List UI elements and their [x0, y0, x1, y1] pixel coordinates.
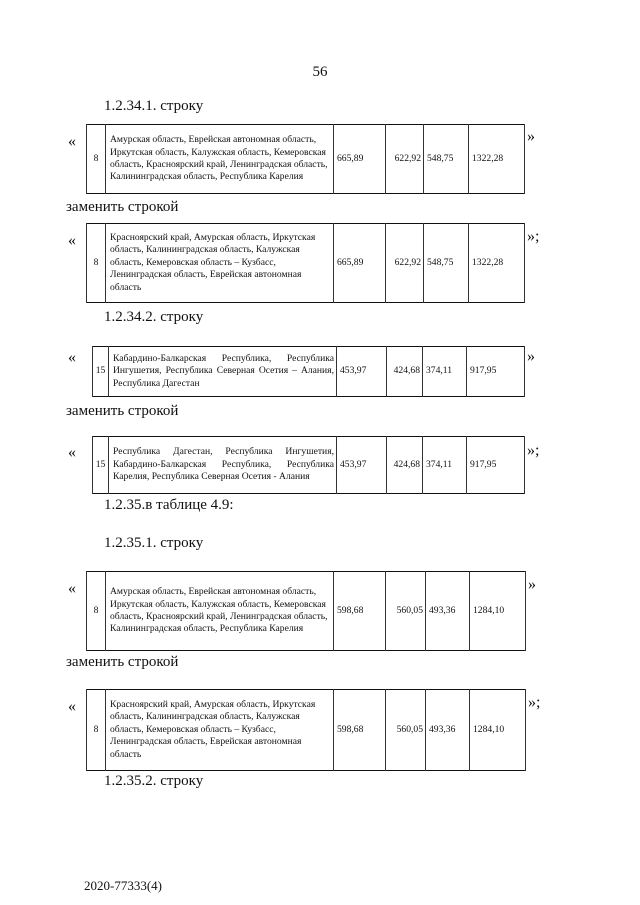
quote-open: «	[68, 444, 76, 461]
table-row	[92, 436, 525, 494]
regions-cell: Амурская область, Еврейская автономная область, Иркутская область, Калужская область, Кемеровская область, Красноярский край, Ленинградская область, Калининградская область, Республика Карелия	[106, 125, 334, 194]
replace-label: заменить строкой	[66, 654, 179, 670]
value-1: 453,97	[337, 347, 387, 397]
row-number: 8	[87, 125, 106, 194]
table-row	[86, 223, 525, 303]
replace-label: заменить строкой	[66, 403, 179, 419]
value-3: 493,36	[426, 690, 470, 771]
value-3: 374,11	[423, 347, 467, 397]
value-1: 598,68	[334, 572, 386, 651]
value-3: 548,75	[424, 125, 469, 194]
quote-open: «	[68, 232, 76, 249]
row-number: 15	[93, 347, 109, 397]
page-number: 56	[312, 64, 328, 80]
regions-cell: Республика Дагестан, Республика Ингушетия, Кабардино-Балкарская Республика, Республика Карелия, Республика Северная Осетия - Алания	[109, 437, 337, 494]
row-number: 8	[87, 690, 106, 771]
table-row	[86, 571, 526, 651]
section-heading: 1.2.35.1. строку	[104, 535, 204, 551]
row-number: 8	[87, 572, 106, 651]
value-3: 374,11	[423, 437, 467, 494]
value-2: 560,05	[386, 690, 426, 771]
document-code: 2020-77333(4)	[84, 878, 162, 893]
regions-cell: Красноярский край, Амурская область, Иркутская область, Калининградская область, Калужская область, Кемеровская область – Кузбасс, Ленинградская область, Еврейская автономная область	[106, 690, 334, 771]
section-heading: 1.2.34.2. строку	[104, 309, 204, 325]
section-heading: 1.2.35.в таблице 4.9:	[104, 497, 234, 513]
row-number: 8	[87, 224, 106, 303]
value-4: 1284,10	[470, 572, 526, 651]
value-4: 917,95	[467, 347, 525, 397]
quote-close: »;	[527, 442, 540, 459]
value-1: 453,97	[337, 437, 387, 494]
value-3: 548,75	[424, 224, 469, 303]
table-row	[86, 124, 525, 194]
table-row	[86, 689, 526, 771]
quote-close: »	[528, 576, 536, 593]
quote-close: »	[527, 348, 535, 365]
quote-close: »;	[528, 694, 541, 711]
section-heading: 1.2.35.2. строку	[104, 773, 204, 789]
value-2: 622,92	[386, 125, 424, 194]
quote-open: «	[68, 580, 76, 597]
value-2: 622,92	[386, 224, 424, 303]
regions-cell: Красноярский край, Амурская область, Иркутская область, Калининградская область, Калужская область, Кемеровская область – Кузбасс, Ленинградская область, Еврейская автономная область	[106, 224, 334, 303]
value-4: 1322,28	[469, 224, 525, 303]
value-3: 493,36	[426, 572, 470, 651]
value-2: 560,05	[386, 572, 426, 651]
regions-cell: Амурская область, Еврейская автономная область, Иркутская область, Калужская область, Кемеровская область, Красноярский край, Ленинградская область, Калининградская область, Республика Карелия	[106, 572, 334, 651]
value-1: 598,68	[334, 690, 386, 771]
value-4: 917,95	[467, 437, 525, 494]
row-number: 15	[93, 437, 109, 494]
quote-open: «	[68, 133, 76, 150]
quote-open: «	[68, 349, 76, 366]
section-heading: 1.2.34.1. строку	[104, 98, 204, 114]
value-4: 1322,28	[469, 125, 525, 194]
value-2: 424,68	[387, 347, 423, 397]
replace-label: заменить строкой	[66, 199, 179, 215]
table-row	[92, 346, 525, 397]
quote-close: »	[527, 128, 535, 145]
quote-open: «	[68, 698, 76, 715]
value-1: 665,89	[334, 224, 386, 303]
regions-cell: Кабардино-Балкарская Республика, Республика Ингушетия, Республика Северная Осетия – Алания, Республика Дагестан	[109, 347, 337, 397]
quote-close: »;	[527, 228, 540, 245]
value-4: 1284,10	[470, 690, 526, 771]
value-1: 665,89	[334, 125, 386, 194]
value-2: 424,68	[387, 437, 423, 494]
